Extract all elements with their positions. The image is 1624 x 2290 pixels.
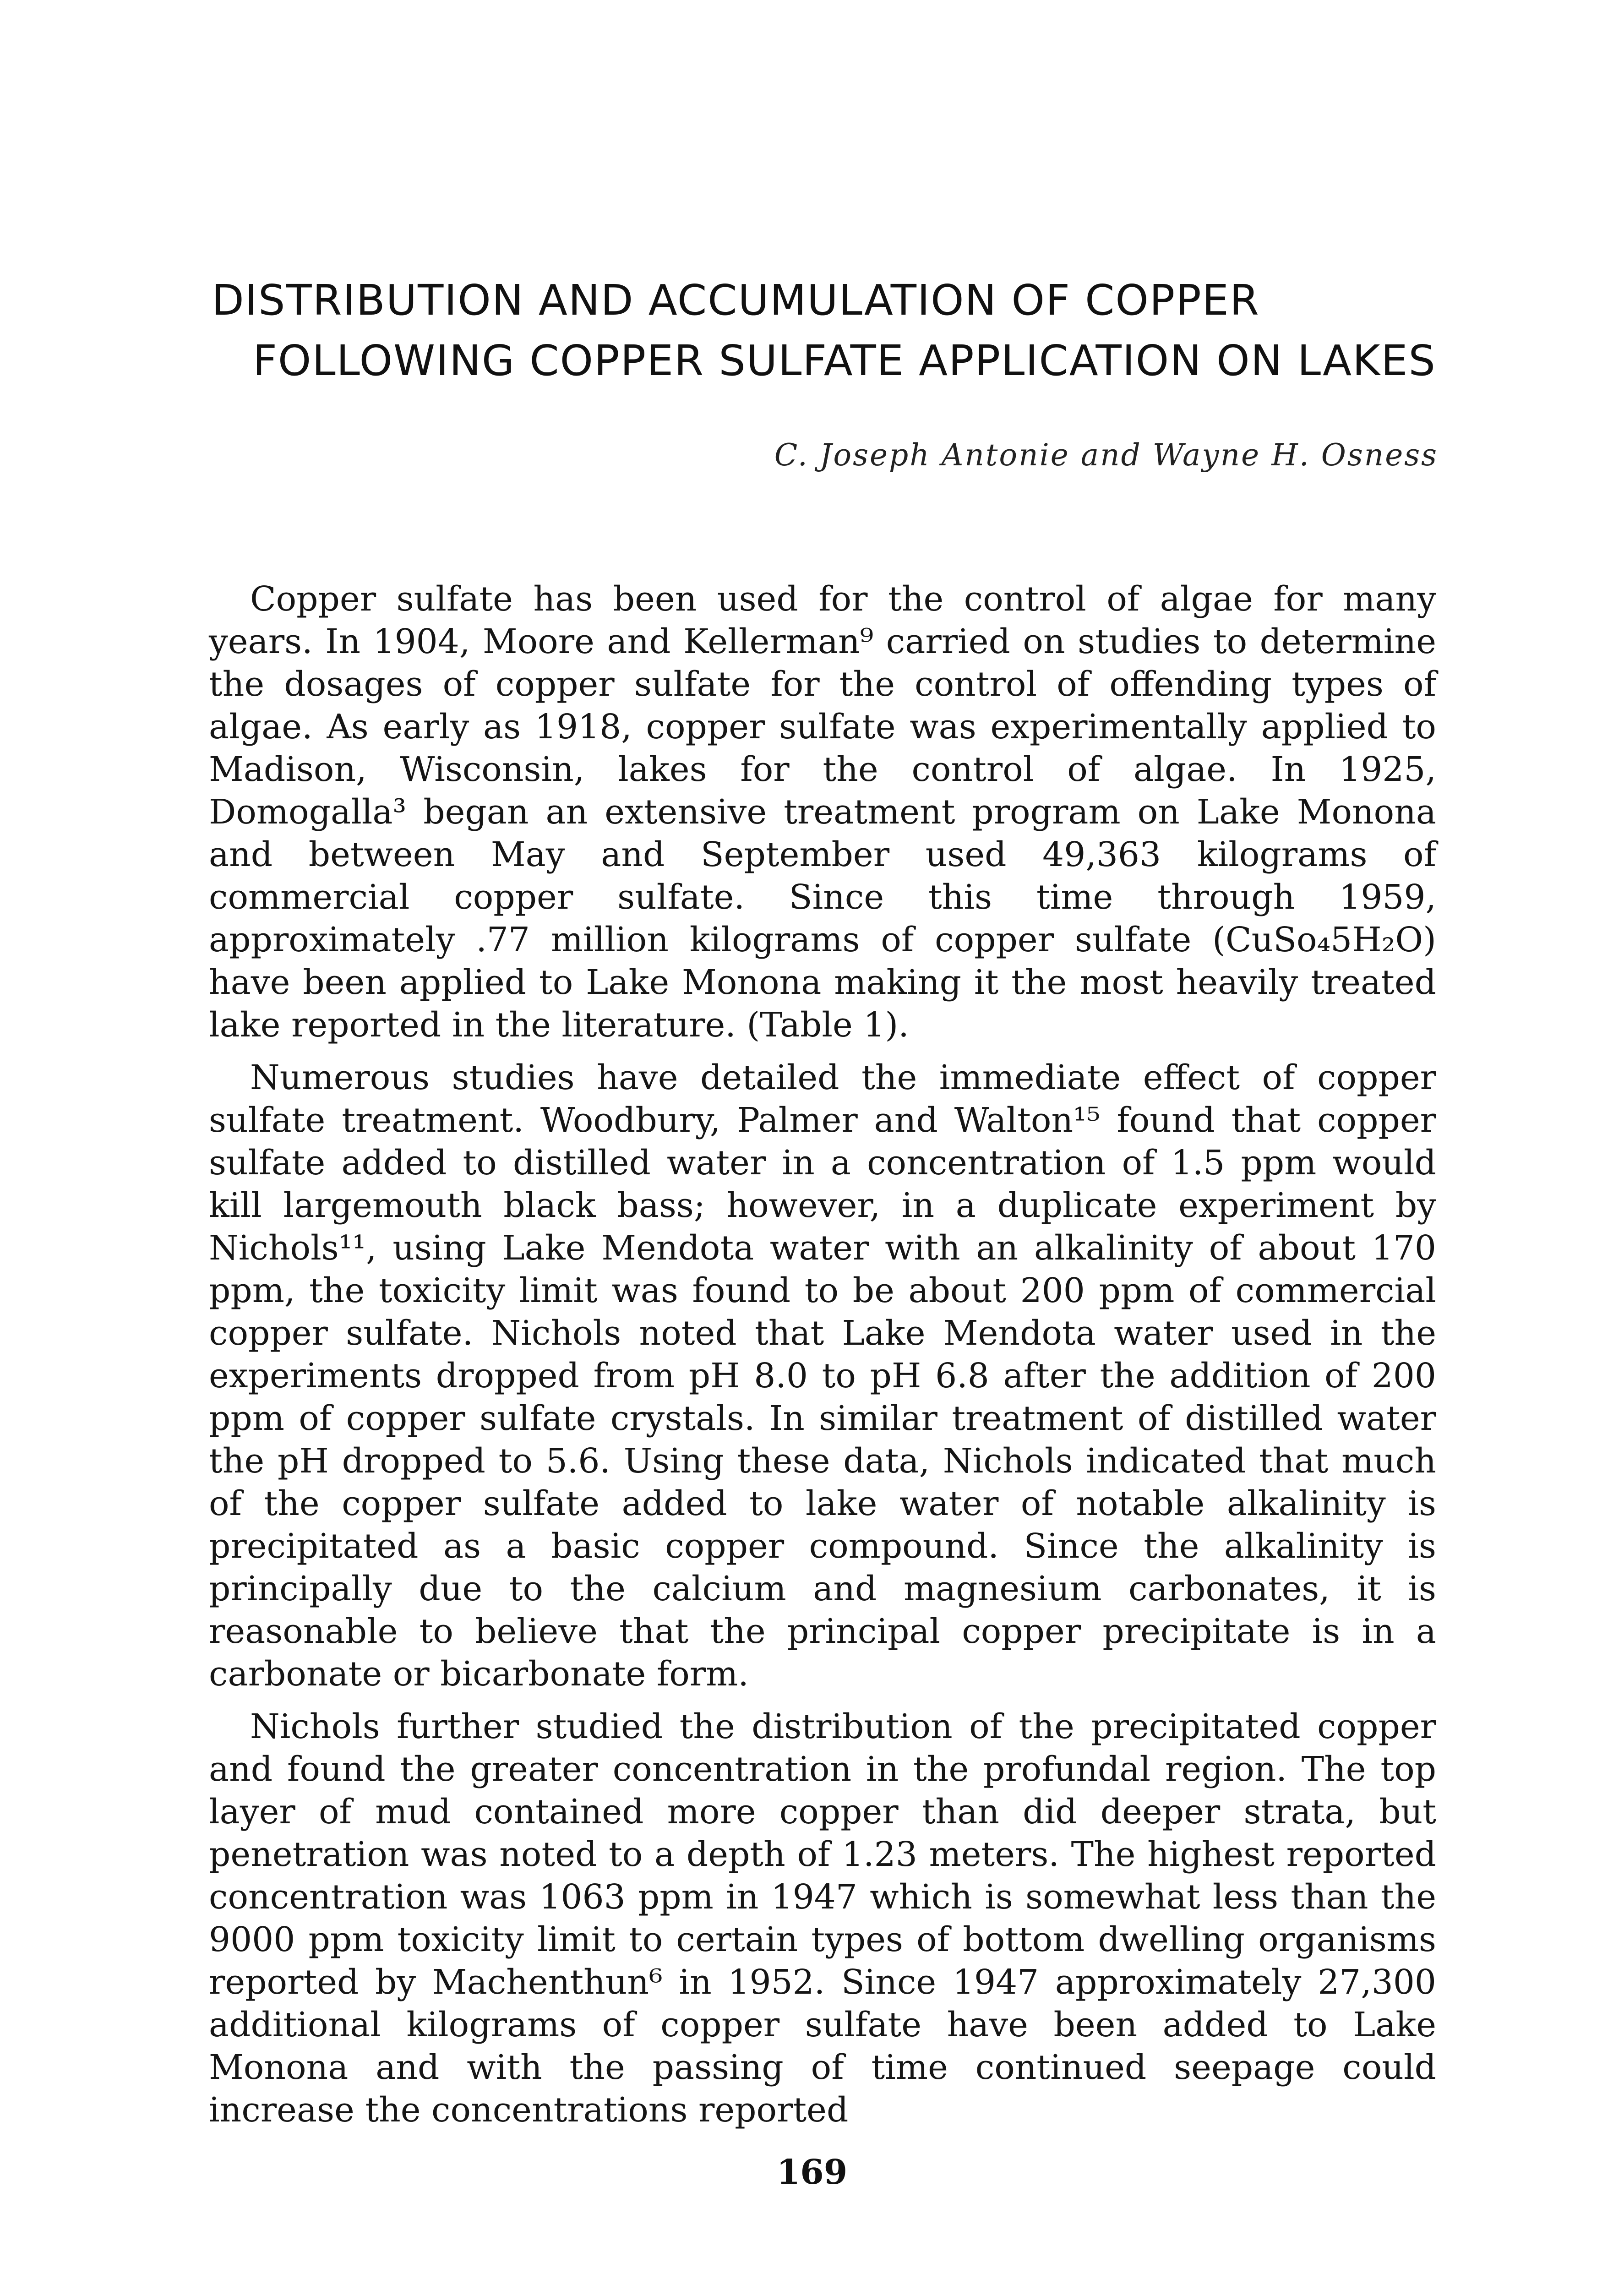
paragraph-2: Numerous studies have detailed the immediate effect of copper sulfate treatment. Woodbury, Palmer and Walton¹⁵ found that copper sulfate added to distilled water in a concentration of 1.5 ppm would kill largemouth black bass; however, in a duplicate experiment by Nichols¹¹, using Lake Mendota water with an alkalinity of about 170 ppm, the toxicity limit was found to be about 200 ppm of commercial copper sulfate. Nichols noted that Lake Mendota water used in the experiments dropped from pH 8.0 to pH 6.8 after the addition of 200 ppm of copper sulfate crystals. In similar treatment of distilled water the pH dropped to 5.6. Using these data, Nichols indicated that much of the copper sulfate added to lake water of notable alkalinity is precipitated as a basic copper compound. Since the alkalinity is principally due to the calcium and magnesium carbonates, it is reasonable to believe that the principal copper precipitate is in a carbonate or bicarbonate form.	[209, 1058, 1436, 1694]
page-number: 169	[776, 2153, 848, 2192]
body-text	[209, 578, 1436, 2142]
title-line-1: DISTRIBUTION AND ACCUMULATION OF COPPER	[212, 276, 1260, 325]
article-title	[212, 270, 1448, 391]
paragraph-1: Copper sulfate has been used for the control of algae for many years. In 1904, Moore and Kellerman⁹ carried on studies to determine the dosages of copper sulfate for the control of offending types of algae. As early as 1918, copper sulfate was experimentally applied to Madison, Wisconsin, lakes for the control of algae. In 1925, Domogalla³ began an extensive treatment program on Lake Monona and between May and September used 49,363 kilograms of commercial copper sulfate. Since this time through 1959, approximately .77 million kilograms of copper sulfate (CuSo₄5H₂O) have been applied to Lake Monona making it the most heavily treated lake reported in the literature. (Table 1).	[209, 579, 1436, 1045]
paragraph-3: Nichols further studied the distribution of the precipitated copper and found the greater concentration in the profundal region. The top layer of mud contained more copper than did deeper strata, but penetration was noted to a depth of 1.23 meters. The highest reported concentration was 1063 ppm in 1947 which is somewhat less than the 9000 ppm toxicity limit to certain types of bottom dwelling organisms reported by Machenthun⁶ in 1952. Since 1947 approximately 27,300 additional kilograms of copper sulfate have been added to Lake Monona and with the passing of time continued seepage could increase the concentrations reported	[209, 1707, 1436, 2130]
author-byline: C. Joseph Antonie and Wayne H. Osness	[774, 437, 1438, 473]
title-line-2: FOLLOWING COPPER SULFATE APPLICATION ON LAKES	[253, 336, 1436, 385]
